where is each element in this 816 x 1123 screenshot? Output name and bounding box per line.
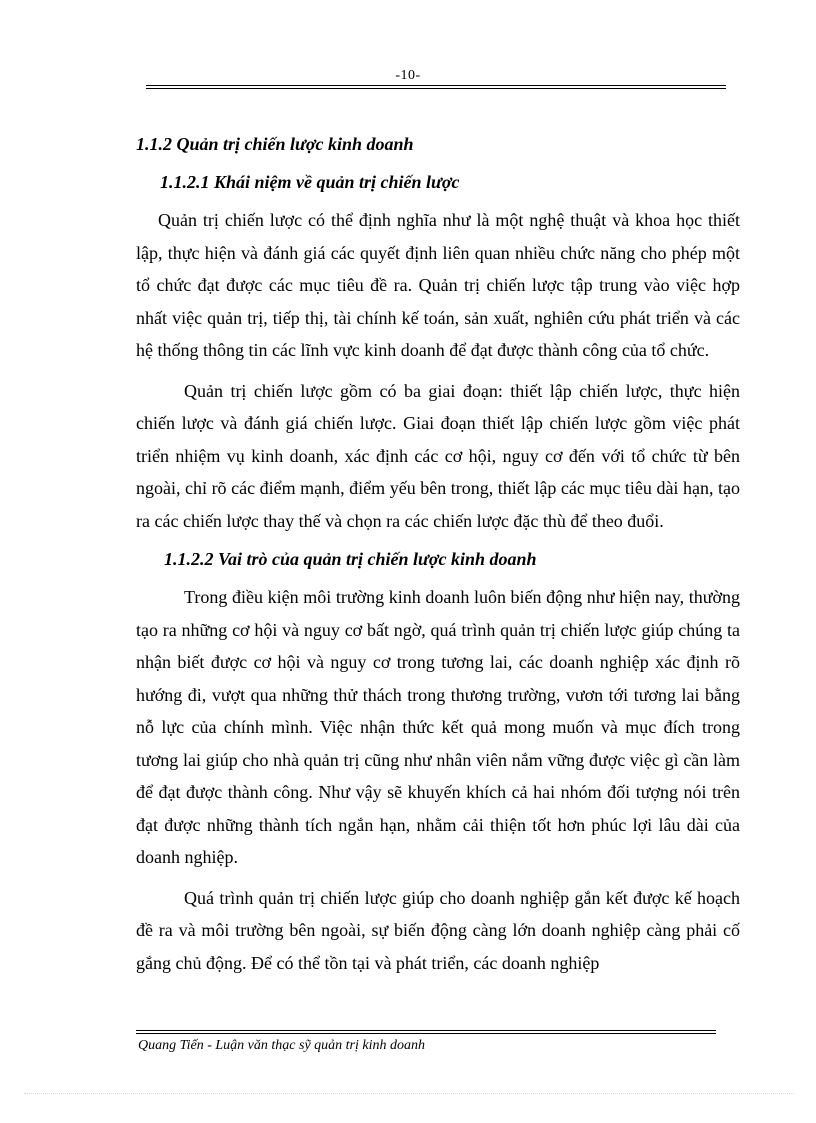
paragraph-4: Quá trình quản trị chiến lược giúp cho doanh nghiệp gắn kết được kế hoạch đề ra và môi trường bên ngoài, sự biến động càng lớn doanh nghiệp càng phải cố gắng chủ động. Để có thể tồn tại và phát triển, các doanh nghiệp [136, 887, 740, 973]
subsection-heading-2: 1.1.2.2 Vai trò của quản trị chiến lược kinh doanh [164, 549, 537, 569]
header-rule [146, 85, 726, 86]
paragraph-3: Trong điều kiện môi trường kinh doanh luôn biến động như hiện nay, thường tạo ra những cơ hội và nguy cơ bất ngờ, quá trình quản trị chiến lược giúp chúng ta nhận biết được cơ hội và nguy cơ trong tương lai, các doanh nghiệp xác định rõ hướng đi, vượt qua những thử thách trong thương trường, vươn tới tương lai bằng nỗ lực của chính mình. Việc nhận thức kết quả mong muốn và mục đích trong tương lai giúp cho nhà quản trị cũng như nhân viên nắm vững được việc gì cần làm để đạt được thành công. Như vậy sẽ khuyến khích cả hai nhóm đối tượng nói trên đạt được những thành tích ngắn hạn, nhằm cải thiện tốt hơn phúc lợi lâu dài của doanh nghiệp. [136, 587, 740, 867]
paragraph-1: Quản trị chiến lược có thể định nghĩa như là một nghệ thuật và khoa học thiết lập, thực hiện và đánh giá các quyết định liên quan nhiều chức năng cho phép một tổ chức đạt được các mục tiêu đề ra. Quản trị chiến lược tập trung vào việc hợp nhất việc quản trị, tiếp thị, tài chính kế toán, sản xuất, nghiên cứu phát triển và các hệ thống thông tin các lĩnh vực kinh doanh để đạt được thành công của tổ chức. [136, 210, 740, 360]
footer-text: Quang Tiến - Luận văn thạc sỹ quản trị kinh doanh [138, 1038, 425, 1053]
page-edge [24, 1093, 794, 1094]
paragraph-2: Quản trị chiến lược gồm có ba giai đoạn: thiết lập chiến lược, thực hiện chiến lược và đánh giá chiến lược. Giai đoạn thiết lập chiến lược gồm việc phát triển nhiệm vụ kinh doanh, xác định các cơ hội, nguy cơ đến với tổ chức từ bên ngoài, chỉ rõ các điểm mạnh, điểm yếu bên trong, thiết lập các mục tiêu dài hạn, tạo ra các chiến lược thay thế và chọn ra các chiến lược đặc thù để theo đuổi. [136, 380, 740, 531]
subsection-heading-1: 1.1.2.1 Khái niệm về quản trị chiến lược [160, 172, 460, 192]
page-number: -10- [395, 68, 421, 83]
section-heading: 1.1.2 Quản trị chiến lược kinh doanh [136, 134, 414, 154]
footer-rule [136, 1030, 716, 1031]
page-content [136, 124, 740, 979]
